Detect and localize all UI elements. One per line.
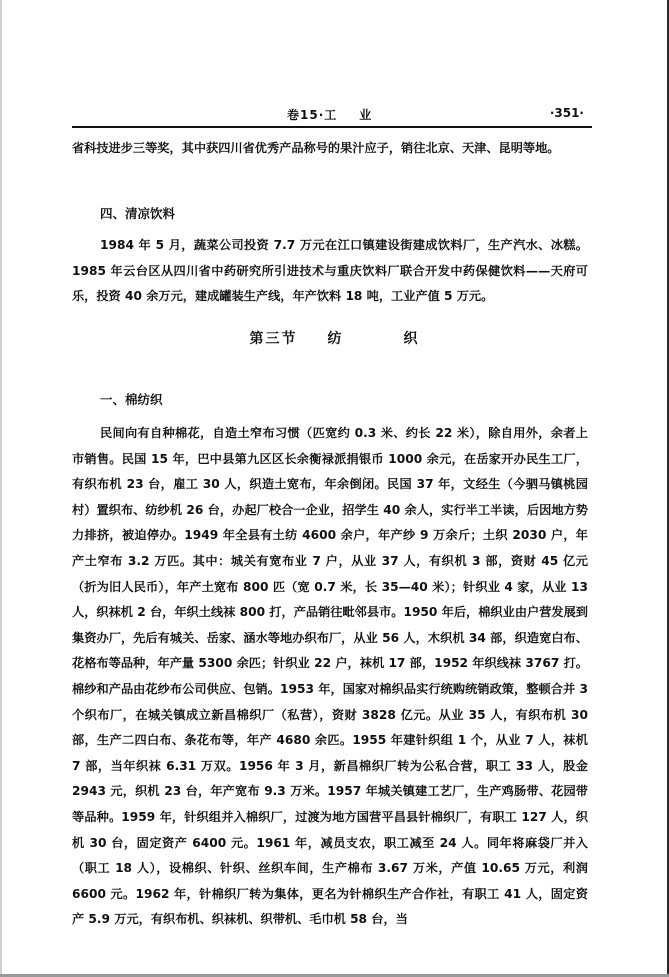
subsection-one-heading: 一、棉纺织 bbox=[100, 392, 163, 407]
chapter-title bbox=[0, 328, 669, 348]
running-header bbox=[72, 103, 592, 125]
subsection-one-paragraph: 民间向有自种棉花，自造土窄布习惯（匹宽约 0.3 米、约长 22 米），除自用外，余者上市销售。民国 15 年，巴中县第九区区长余衡禄派捐银币 1000 余元，在岳家开办民生工厂，有织布机 23 台，雇工 30 人，织造土宽布，年余倒闭。民国 37 年，文经生（今驷马镇桃园村）置织布、纺纱机 26 台，办起厂校合一企业，招学生 40 余人，实行半工半读，后因地方势力排挤，被迫停办。1949 年全县有土纺 4600 余户，年产纱 9 万余斤；土织 2030 户，年产土窄布 3.2 万匹。其中：城关有宽布业 7 户，从业 37 人，有织机 3 部，资财 45 亿元（折为旧人民币），年产土宽布 800 匹（宽 0.7 米，长 35—40 米）；针织业 4 家，从业 13 人，织袜机 2 台，年织土线袜 800 打，产品销往毗邻县市。1950 年后，棉织业由户营发展到集资办厂，先后有城关、岳家、涵水等地办织布厂，从业 56 人，木织机 34 部，织造宽白布、花格布等品种，年产量 5300 余匹；针织业 22 户，袜机 17 部，1952 年织线袜 3767 打。棉纱和产品由花纱布公司供应、包销。1953 年，国家对棉织品实行统购统销政策，整顿合并 3 个织布厂，在城关镇成立新昌棉织厂（私营），资财 3828 亿元。从业 35 人，有织布机 30 部，生产二四白布、条花布等，年产 4680 余匹。1955 年建针织组 1 个，从业 7 人，袜机 7 部，当年织袜 6.31 万双。1956 年 3 月，新昌棉织厂转为公私合营，职工 33 人，股金 2943 元，织机 23 台，年产宽布 9.3 万米。1957 年城关镇建工艺厂，生产鸡肠带、花园带等品种。1959 年，针织组并入棉织厂，过渡为地方国营平昌县针棉织厂，有职工 127 人，织机 30 台，固定资产 6400 元。1961 年，减员支农，职工减至 24 人。同年将麻袋厂并入（职工 18 人），设棉织、针织、丝织车间，生产棉布 3.67 万米，产值 10.65 万元，利润 6600 元。1962 年，针棉织厂转为集体，更名为针棉织生产合作社，有职工 41 人，固定资产 5.9 万元，有织布机、织袜机、织带机、毛巾机 58 台，当 bbox=[72, 426, 588, 927]
header-volume: 卷15·工 bbox=[287, 108, 338, 122]
subsection-one-block bbox=[72, 421, 588, 933]
header-rule bbox=[72, 126, 592, 128]
chapter-title-part2: 纺 bbox=[327, 331, 344, 347]
continuation-block bbox=[72, 136, 588, 162]
header-volume-suffix: 业 bbox=[359, 108, 373, 122]
continuation-paragraph: 省科技进步三等奖，其中获四川省优秀产品称号的果汁应子，销往北京、天津、昆明等地。 bbox=[72, 141, 560, 155]
section-four-block bbox=[72, 233, 588, 310]
section-four-paragraph: 1984 年 5 月，蔬菜公司投资 7.7 万元在江口镇建设街建成饮料厂，生产汽水、冰糕。1985 年云台区从四川省中药研究所引进技术与重庆饮料厂联合开发中药保健饮料——天府可乐，投资 40 余万元，建成罐装生产线，年产饮料 18 吨，工业产值 5 万元。 bbox=[72, 238, 588, 304]
chapter-title-part3: 织 bbox=[403, 331, 420, 347]
running-header-title bbox=[287, 106, 372, 123]
scan-left-edge bbox=[0, 0, 2, 977]
page-number: ·351· bbox=[549, 106, 584, 120]
section-four-heading: 四、清凉饮料 bbox=[100, 206, 176, 221]
chapter-title-part1: 第三节 bbox=[249, 331, 298, 347]
